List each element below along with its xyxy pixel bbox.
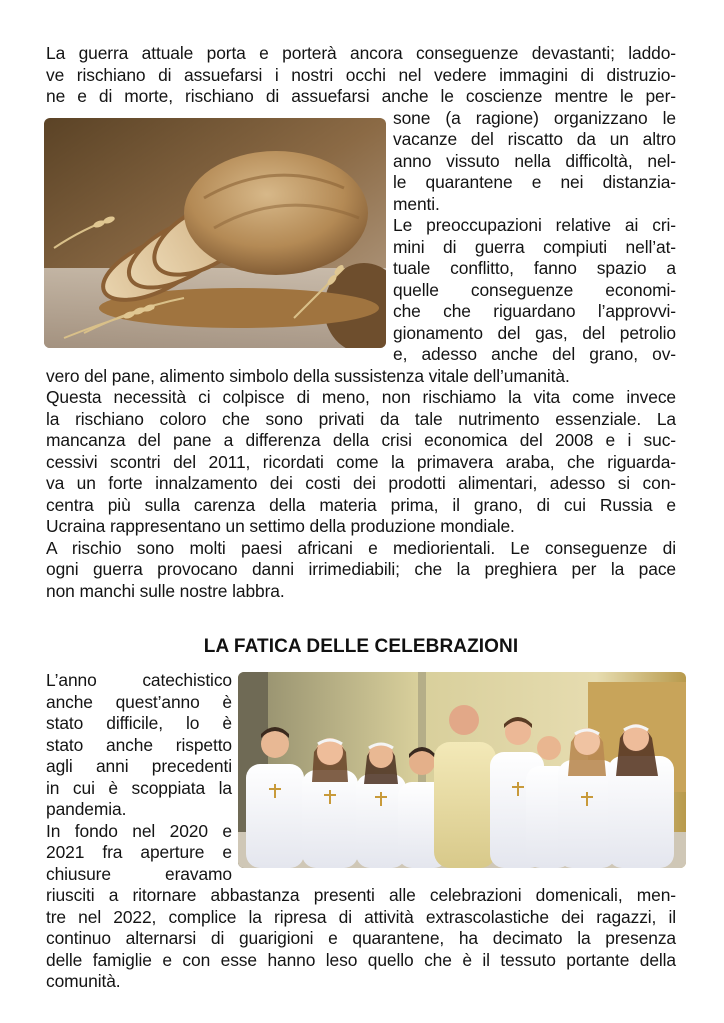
article2-line: anche quest’anno è — [46, 691, 232, 712]
article1-line: le quarantene e nei distanzia- — [393, 172, 676, 192]
article1-line: ogni guerra provocano danni irrimediabili; che la preghiera per la pace — [46, 559, 676, 579]
article2-line: tre nel 2022, complice la ripresa di attività extrascolastiche dei ragazzi, il — [46, 906, 676, 927]
article1-line: mini di guerra compiuti nell’at- — [393, 236, 676, 257]
article1-line: e, adesso anche del grano, ov- — [393, 344, 676, 364]
article2-line: continuo alternarsi di guarigioni e quarantene, ha decimato la presenza — [46, 928, 676, 948]
article2-line: L’anno catechistico — [46, 670, 232, 690]
article2-line: chiusure eravamo — [46, 863, 232, 884]
article2-line: riusciti a ritornare abbastanza presenti alle celebrazioni domenicali, men- — [46, 885, 676, 905]
article1-line: centra più sulla carenza della materia prima, il grano, di cui Russia e — [46, 494, 676, 515]
article2-line: comunità. — [46, 971, 121, 991]
bread-photo — [44, 118, 386, 348]
article2-line: stato difficile, lo è — [46, 713, 232, 733]
article1-line: non manchi sulle nostre labbra. — [46, 580, 285, 601]
article2-line: in cui è scoppiata la — [46, 777, 232, 798]
section-heading: LA FATICA DELLE CELEBRAZIONI — [203, 636, 519, 657]
article2-line: In fondo nel 2020 e — [46, 820, 232, 841]
article1-line: vacanze del riscatto da un altro — [393, 129, 676, 149]
article1-line: va un forte innalzamento dei costi dei prodotti alimentari, adesso si con- — [46, 473, 676, 493]
article1-line: ne e di morte, rischiano di assuefarsi anche le coscienze mentre le per- — [46, 86, 676, 106]
article1-line: mancanza del pane a differenza della crisi economica del 2008 e i suc- — [46, 430, 676, 450]
article1-line: Questa necessità ci colpisce di meno, non rischiamo la vita come invece — [46, 387, 676, 407]
first-communion-photo — [238, 672, 686, 868]
article1-line: cessivi scontri del 2011, ricordati come la primavera araba, che riguarda- — [46, 451, 676, 472]
article1-line: la rischiano coloro che sono privati da tale nutrimento essenziale. La — [46, 408, 676, 429]
article1-line: La guerra attuale porta e porterà ancora conseguenze devastanti; laddo- — [46, 43, 676, 63]
article2-line: delle famiglie e con esse hanno leso quello che è il tessuto portante della — [46, 949, 676, 970]
article1-line: ve rischiano di assuefarsi i nostri occhi nel vedere immagini di distruzio- — [46, 64, 676, 85]
article1-line: A rischio sono molti paesi africani e mediorientali. Le conseguenze di — [46, 537, 676, 558]
article2-line: 2021 fra aperture e — [46, 842, 232, 862]
article1-line: Ucraina rappresentano un settimo della produzione mondiale. — [46, 516, 515, 536]
article1-line: anno vissuto nella difficoltà, nel- — [393, 150, 676, 171]
article1-line: menti. — [393, 193, 440, 214]
article2-line: stato anche rispetto — [46, 734, 232, 755]
article1-line: tuale conflitto, fanno spazio a — [393, 258, 676, 278]
article1-line: gionamento del gas, del petrolio — [393, 322, 676, 343]
article1-line: vero del pane, alimento simbolo della sussistenza vitale dell’umanità. — [46, 365, 570, 386]
article1-line: che che riguardano l’approvvi- — [393, 301, 676, 321]
article1-line: quelle conseguenze economi- — [393, 279, 676, 300]
article1-line: sone (a ragione) organizzano le — [393, 107, 676, 128]
article2-line: agli anni precedenti — [46, 756, 232, 776]
article2-line: pandemia. — [46, 799, 127, 819]
article1-line: Le preoccupazioni relative ai cri- — [393, 215, 676, 235]
